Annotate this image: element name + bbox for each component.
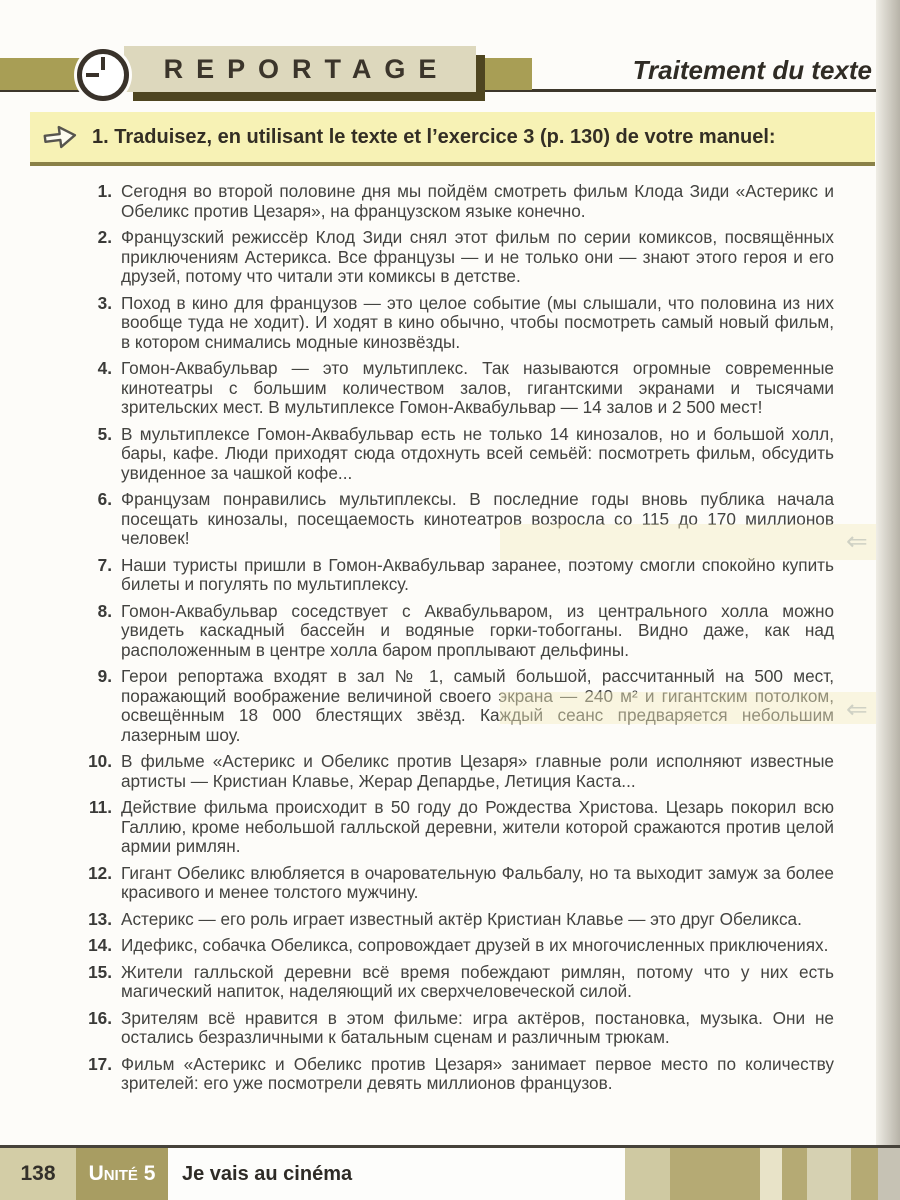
sentence-text: Действие фильма происходит в 50 году до Рождества Христова. Цезарь покорил всю Галлию, кроме небольшой галльской деревни, жители которой сражаются против целой армии римлян. [121,797,834,856]
sentence-number: 10. [88,751,112,771]
sentence-number: 3. [97,292,112,313]
unit-title: Je vais au cinéma [168,1148,625,1200]
footer-stripe [807,1148,851,1200]
footer-stripe [670,1148,760,1200]
sentence-text: Зрителям всё нравится в этом фильме: игра актёров, постановка, музыка. Они не остались безразличными к батальным сценам и различным трюкам. [121,1007,834,1047]
bleedthrough-arrow-icon: ⇒ [846,526,868,556]
sentence-text: Астерикс — его роль играет известный актёр Кристиан Клавье — это друг Обеликса. [121,908,802,929]
page-topic-title: Traitement du texte [632,55,872,85]
sentence-item [84,228,834,287]
sentence-item [84,936,834,956]
sentence-text: Гомон-Аквабульвар соседствует с Аквабульваром, из центрального холла можно увидеть каскадный бассейн и водяные горки-тобогганы. Видно даже, как над расположенным в центре холла баром проплывают дельфины. [121,600,834,660]
sentence-number: 2. [97,227,112,247]
sentence-text: Французам понравились мультиплексы. В последние годы вновь публика начала посещать кинозалы, посещаемость кинотеатров возросла со 115 до 170 миллионов человек! [121,489,834,548]
footer-stripe [851,1148,878,1200]
sentence-number: 1. [97,181,112,201]
clock-icon [77,49,129,101]
sentence-text: Французский режиссёр Клод Зиди снял этот фильм по серии комиксов, посвящённых приключениям Астерикса. Все французы — и не только они — знают этого героя и его друзей, потому что читали эти комиксы в детстве. [121,227,834,286]
footer-stripe [782,1148,807,1200]
sentence-item [84,864,834,903]
bleedthrough-arrow-icon: ⇒ [846,694,868,724]
sentence-number: 11. [89,797,112,817]
sentence-number: 9. [97,666,112,686]
sentence-item [84,556,834,595]
section-banner [124,46,476,92]
sentence-item [84,1009,834,1048]
clock-hour-hand [86,73,99,77]
sentence-number: 15. [88,961,112,982]
section-title: REPORTAGE [163,53,450,84]
sentence-item [84,752,834,791]
sentence-item [84,602,834,661]
sentence-text: Герои репортажа входят в зал № 1, самый большой, рассчитанный на 500 мест, поражающий воображение величиной своего экрана — 240 м² и гигантским потолком, освещённым 18 000 блестящих звёзд. Каждый сеанс предваряется небольшим лазерным шоу. [121,666,834,745]
sentence-item [84,359,834,418]
sentence-number: 5. [97,423,112,444]
sentence-item [84,182,834,221]
sentence-text: Фильм «Астерикс и Обеликс против Цезаря» занимает первое место по количеству зрителей: его уже посмотрели девять миллионов французов. [121,1053,834,1093]
sentence-item [84,963,834,1002]
bleedthrough-band [500,692,876,724]
sentence-number: 14. [88,935,112,955]
sentence-item [84,294,834,353]
arrow-right-icon [42,124,78,150]
footer [0,1145,900,1200]
sentence-number: 7. [97,554,112,575]
sentence-number: 4. [97,358,112,378]
unit-badge: Unité 5 [76,1148,168,1200]
sentence-number: 17. [88,1053,112,1074]
sentence-item [84,425,834,484]
exercise-instruction: 1. Traduisez, en utilisant le texte et l’exercice 3 (p. 130) de votre manuel: [92,125,776,148]
sentence-text: Гомон-Аквабульвар — это мультиплекс. Так называются огромные современные кинотеатры с большим количеством залов, гигантскими экранами и тысячами зрительских мест. В мультиплексе Гомон-Аквабульвар — 14 залов и 2 500 мест! [121,358,834,417]
page-edge-shadow [876,0,900,1200]
sentence-text: Наши туристы пришли в Гомон-Аквабульвар заранее, поэтому смогли спокойно купить билеты и погулять по мультиплексу. [121,554,834,594]
footer-stripe [878,1148,900,1200]
page-number: 138 [0,1148,76,1200]
sentence-number: 8. [97,600,112,621]
sentence-text: Гигант Обеликс влюбляется в очаровательную Фальбалу, но та выходит замуж за более красивого и менее толстого мужчину. [121,862,834,902]
exercise-instruction-banner [30,112,875,166]
sentence-number: 12. [88,862,112,883]
sentence-text: Сегодня во второй половине дня мы пойдём смотреть фильм Клода Зиди «Астерикс и Обеликс против Цезаря», на французском языке конечно. [121,181,834,221]
sentence-list [84,182,834,1101]
footer-stripe [625,1148,670,1200]
bleedthrough-band [500,524,876,560]
sentence-text: Идефикс, собачка Обеликса, сопровождает друзей в их многочисленных приключениях. [121,935,829,955]
sentence-item [84,798,834,857]
clock-minute-hand [101,57,105,70]
sentence-text: В мультиплексе Гомон-Аквабульвар есть не только 14 кинозалов, но и большой холл, бары, кафе. Люди приходят сюда отдохнуть всей семьёй: посмотреть фильм, обсудить увиденное за чашкой кофе... [121,423,834,483]
sentence-item [84,1055,834,1094]
sentence-text: В фильме «Астерикс и Обеликс против Цезаря» главные роли исполняют известные артисты — Кристиан Клавье, Жерар Депардье, Летиция Каста... [121,751,834,791]
sentence-number: 6. [97,489,112,509]
sentence-text: Жители галльской деревни всё время побеждают римлян, потому что у них есть магический напиток, наделяющий их сверхчеловеческой силой. [121,961,834,1001]
sentence-number: 13. [88,908,112,929]
sentence-number: 16. [88,1007,112,1028]
footer-stripe [760,1148,782,1200]
sentence-text: Поход в кино для французов — это целое событие (мы слышали, что половина из них вообще туда не ходит). И ходят в кино обычно, чтобы посмотреть самый новый фильм, в котором снимались модные кинозвёзды. [121,292,834,352]
sentence-item [84,910,834,930]
